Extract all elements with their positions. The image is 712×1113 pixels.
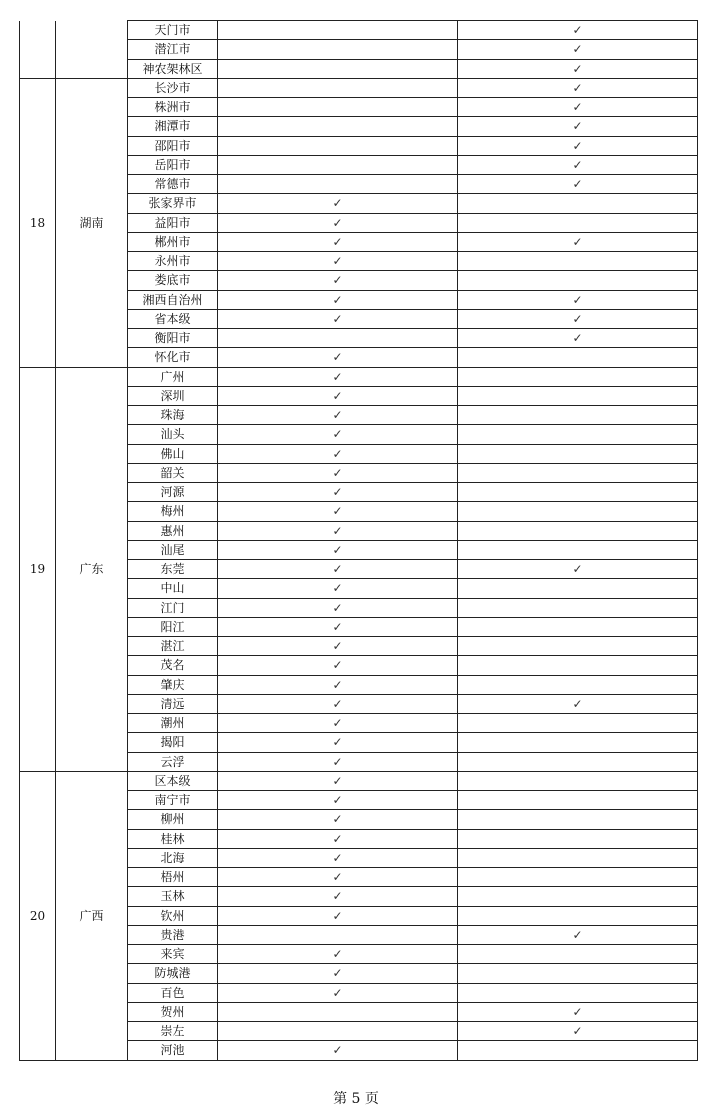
city-cell: 玉林 [128, 887, 218, 906]
check-cell-a: ✓ [218, 252, 458, 271]
city-cell: 阳江 [128, 617, 218, 636]
check-cell-a [218, 925, 458, 944]
check-cell-b [458, 675, 698, 694]
check-cell-a: ✓ [218, 425, 458, 444]
city-cell: 惠州 [128, 521, 218, 540]
group-number-cell [20, 21, 56, 79]
city-cell: 清远 [128, 694, 218, 713]
city-cell: 省本级 [128, 309, 218, 328]
check-cell-b [458, 752, 698, 771]
city-cell: 衡阳市 [128, 329, 218, 348]
check-cell-b [458, 617, 698, 636]
check-cell-a: ✓ [218, 791, 458, 810]
check-cell-b [458, 348, 698, 367]
city-cell: 韶关 [128, 463, 218, 482]
check-cell-a: ✓ [218, 694, 458, 713]
check-cell-b [458, 252, 698, 271]
check-cell-a: ✓ [218, 848, 458, 867]
province-cell: 湖南 [56, 78, 128, 367]
city-cell: 汕头 [128, 425, 218, 444]
city-cell: 益阳市 [128, 213, 218, 232]
city-cell: 湘潭市 [128, 117, 218, 136]
city-cell: 永州市 [128, 252, 218, 271]
check-cell-a [218, 1002, 458, 1021]
check-cell-b [458, 771, 698, 790]
check-cell-a: ✓ [218, 540, 458, 559]
check-cell-b [458, 906, 698, 925]
check-cell-b [458, 637, 698, 656]
check-cell-b [458, 964, 698, 983]
city-cell: 区本级 [128, 771, 218, 790]
check-cell-b [458, 386, 698, 405]
city-cell: 天门市 [128, 21, 218, 40]
check-cell-a: ✓ [218, 675, 458, 694]
check-cell-b: ✓ [458, 925, 698, 944]
city-cell: 梧州 [128, 868, 218, 887]
check-cell-b: ✓ [458, 232, 698, 251]
check-cell-b [458, 598, 698, 617]
city-cell: 中山 [128, 579, 218, 598]
check-cell-b [458, 810, 698, 829]
check-cell-b: ✓ [458, 78, 698, 97]
city-cell: 常德市 [128, 175, 218, 194]
check-cell-b [458, 1041, 698, 1060]
check-cell-a [218, 175, 458, 194]
city-cell: 崇左 [128, 1022, 218, 1041]
group-number-cell: 19 [20, 367, 56, 771]
city-cell: 神农架林区 [128, 59, 218, 78]
check-cell-a: ✓ [218, 194, 458, 213]
check-cell-a: ✓ [218, 579, 458, 598]
city-cell: 桂林 [128, 829, 218, 848]
check-cell-a: ✓ [218, 348, 458, 367]
table-body [20, 21, 698, 1061]
check-cell-a: ✓ [218, 386, 458, 405]
city-cell: 北海 [128, 848, 218, 867]
city-cell: 深圳 [128, 386, 218, 405]
check-cell-b [458, 367, 698, 386]
city-cell: 汕尾 [128, 540, 218, 559]
check-cell-b [458, 829, 698, 848]
check-cell-b: ✓ [458, 155, 698, 174]
check-cell-b [458, 483, 698, 502]
city-cell: 东莞 [128, 560, 218, 579]
check-cell-a: ✓ [218, 983, 458, 1002]
check-cell-b [458, 983, 698, 1002]
check-cell-b [458, 848, 698, 867]
city-cell: 茂名 [128, 656, 218, 675]
check-cell-b: ✓ [458, 175, 698, 194]
check-cell-a: ✓ [218, 752, 458, 771]
check-cell-a [218, 21, 458, 40]
check-cell-b: ✓ [458, 117, 698, 136]
city-cell: 珠海 [128, 406, 218, 425]
city-cell: 邵阳市 [128, 136, 218, 155]
check-cell-a [218, 98, 458, 117]
city-cell: 来宾 [128, 945, 218, 964]
check-cell-a: ✓ [218, 964, 458, 983]
table-row [20, 367, 698, 386]
check-cell-b: ✓ [458, 40, 698, 59]
city-cell: 梅州 [128, 502, 218, 521]
check-cell-b [458, 406, 698, 425]
check-cell-a: ✓ [218, 810, 458, 829]
check-cell-a: ✓ [218, 406, 458, 425]
check-cell-a: ✓ [218, 656, 458, 675]
check-cell-a [218, 59, 458, 78]
check-cell-a: ✓ [218, 271, 458, 290]
check-cell-a: ✓ [218, 868, 458, 887]
check-cell-a [218, 40, 458, 59]
check-cell-b [458, 733, 698, 752]
check-cell-b [458, 444, 698, 463]
city-cell: 株洲市 [128, 98, 218, 117]
check-cell-a: ✓ [218, 598, 458, 617]
check-cell-b [458, 945, 698, 964]
city-cell: 湛江 [128, 637, 218, 656]
check-cell-a: ✓ [218, 906, 458, 925]
city-cell: 百色 [128, 983, 218, 1002]
city-cell: 怀化市 [128, 348, 218, 367]
check-cell-b: ✓ [458, 98, 698, 117]
check-cell-b [458, 213, 698, 232]
check-cell-a: ✓ [218, 945, 458, 964]
check-cell-a: ✓ [218, 463, 458, 482]
check-cell-b: ✓ [458, 59, 698, 78]
table-row [20, 78, 698, 97]
city-cell: 张家界市 [128, 194, 218, 213]
city-cell: 岳阳市 [128, 155, 218, 174]
check-cell-a: ✓ [218, 560, 458, 579]
check-cell-a: ✓ [218, 483, 458, 502]
city-cell: 柳州 [128, 810, 218, 829]
table-row [20, 771, 698, 790]
check-cell-a: ✓ [218, 1041, 458, 1060]
check-cell-a [218, 155, 458, 174]
page-number: 第 5 页 [333, 1091, 379, 1107]
city-cell: 广州 [128, 367, 218, 386]
check-cell-a: ✓ [218, 521, 458, 540]
province-cell: 广西 [56, 771, 128, 1060]
check-cell-a: ✓ [218, 637, 458, 656]
city-cell: 揭阳 [128, 733, 218, 752]
city-cell: 湘西自治州 [128, 290, 218, 309]
province-cell: 广东 [56, 367, 128, 771]
check-cell-b [458, 194, 698, 213]
check-cell-a: ✓ [218, 617, 458, 636]
city-cell: 贺州 [128, 1002, 218, 1021]
check-cell-b [458, 540, 698, 559]
check-cell-a [218, 329, 458, 348]
city-cell: 佛山 [128, 444, 218, 463]
group-number-cell: 18 [20, 78, 56, 367]
city-cell: 潜江市 [128, 40, 218, 59]
check-cell-a [218, 78, 458, 97]
check-cell-b: ✓ [458, 21, 698, 40]
check-cell-a: ✓ [218, 887, 458, 906]
group-number-cell: 20 [20, 771, 56, 1060]
city-cell: 南宁市 [128, 791, 218, 810]
city-cell: 河源 [128, 483, 218, 502]
check-cell-b [458, 714, 698, 733]
check-cell-b [458, 463, 698, 482]
check-cell-a: ✓ [218, 714, 458, 733]
check-cell-a: ✓ [218, 829, 458, 848]
check-cell-a: ✓ [218, 213, 458, 232]
city-cell: 肇庆 [128, 675, 218, 694]
check-cell-a: ✓ [218, 367, 458, 386]
city-cell: 郴州市 [128, 232, 218, 251]
check-cell-b: ✓ [458, 1022, 698, 1041]
check-cell-b [458, 887, 698, 906]
province-cell [56, 21, 128, 79]
check-cell-a: ✓ [218, 733, 458, 752]
check-cell-b: ✓ [458, 1002, 698, 1021]
check-cell-b [458, 791, 698, 810]
city-cell: 河池 [128, 1041, 218, 1060]
city-cell: 云浮 [128, 752, 218, 771]
check-cell-b [458, 868, 698, 887]
check-cell-b: ✓ [458, 309, 698, 328]
check-cell-b [458, 271, 698, 290]
check-cell-b [458, 521, 698, 540]
check-cell-a [218, 136, 458, 155]
check-cell-b [458, 502, 698, 521]
check-cell-b [458, 425, 698, 444]
city-cell: 长沙市 [128, 78, 218, 97]
city-cell: 江门 [128, 598, 218, 617]
check-cell-a [218, 117, 458, 136]
check-cell-a: ✓ [218, 502, 458, 521]
check-cell-a [218, 1022, 458, 1041]
city-cell: 贵港 [128, 925, 218, 944]
city-cell: 防城港 [128, 964, 218, 983]
check-cell-a: ✓ [218, 290, 458, 309]
check-cell-b [458, 579, 698, 598]
check-cell-a: ✓ [218, 232, 458, 251]
check-cell-b: ✓ [458, 329, 698, 348]
table-row [20, 21, 698, 40]
city-cell: 钦州 [128, 906, 218, 925]
region-table [19, 20, 698, 1061]
city-cell: 娄底市 [128, 271, 218, 290]
check-cell-b: ✓ [458, 290, 698, 309]
check-cell-b: ✓ [458, 694, 698, 713]
check-cell-b: ✓ [458, 136, 698, 155]
check-cell-a: ✓ [218, 771, 458, 790]
check-cell-a: ✓ [218, 309, 458, 328]
check-cell-a: ✓ [218, 444, 458, 463]
check-cell-b: ✓ [458, 560, 698, 579]
check-cell-b [458, 656, 698, 675]
city-cell: 潮州 [128, 714, 218, 733]
